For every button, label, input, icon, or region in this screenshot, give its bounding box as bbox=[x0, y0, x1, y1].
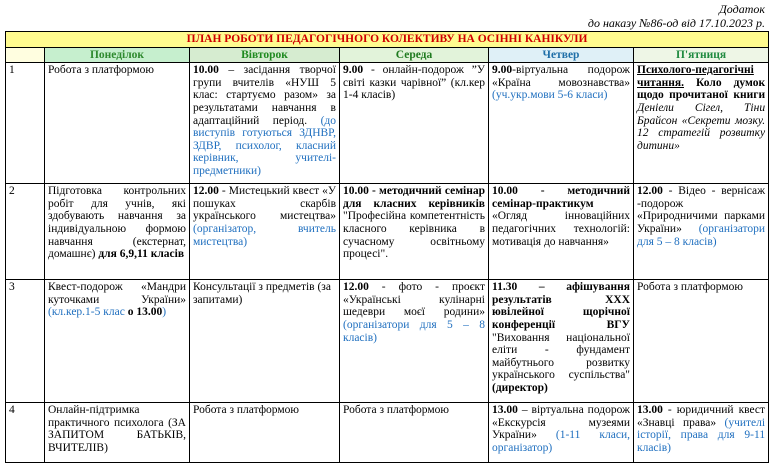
cell-thursday: 13.00 – віртуальна подорож «Екскурсія музеями України» (1-11 класи, організатор) bbox=[489, 403, 634, 463]
cell-wednesday: 9.00 - онлайн-подорож ”У світі казки чарівної” (кл.кер 1-4 класів) bbox=[340, 63, 489, 184]
row-number: 2 bbox=[6, 184, 45, 280]
cell-tuesday: 12.00 - Мистецький квест «У пошуках скарбів українського мистецтва» (організатор, вчитель мистецтва) bbox=[190, 184, 340, 280]
table-row bbox=[6, 280, 769, 403]
addendum-header bbox=[588, 2, 765, 30]
cell-monday: Робота з платформою bbox=[45, 63, 190, 184]
cell-wednesday: Робота з платформою bbox=[340, 403, 489, 463]
table-row bbox=[6, 63, 769, 184]
cell-tuesday: Робота з платформою bbox=[190, 403, 340, 463]
cell-friday: Психолого-педагогічні читання. Коло думок щодо прочитаної книги Деніели Сігел, Тіни Брайсон «Секрети мозку. 12 стратегій розвитку дитини» bbox=[634, 63, 769, 184]
cell-thursday: 10.00 - методичний семінар-практикум «Огляд інноваційних педагогічних технологій: мотивація до навчання» bbox=[489, 184, 634, 280]
row-number: 3 bbox=[6, 280, 45, 403]
cell-friday: 12.00 - Відео - вернісаж -подорож «Природничими парками України» (організатори для 5 – 8 класів) bbox=[634, 184, 769, 280]
header-tuesday: Вівторок bbox=[190, 47, 340, 63]
cell-wednesday: 10.00 - методичний семінар для класних керівників "Професійна компетентність класного керівника в сучасному освітньому процесі". bbox=[340, 184, 489, 280]
header-thursday: Четвер bbox=[489, 47, 634, 63]
header-wednesday: Середа bbox=[340, 47, 489, 63]
cell-tuesday: 10.00 – засідання творчої групи вчителів «НУШ 5 клас: стартуємо разом» за результатами навчання в адаптаційний період. (до виступів готуються ЗДНВР, ЗДВР, психолог, класний керівник, учителі-предметники) bbox=[190, 63, 340, 184]
header-row bbox=[6, 47, 769, 63]
table-row bbox=[6, 403, 769, 463]
cell-wednesday: 12.00 - фото - проєкт «Українські кулінарні шедеври моєї родини» (організатори для 5 – 8 класів) bbox=[340, 280, 489, 403]
cell-thursday: 11.30 – афішування результатів ХХХ ювілейної щорічної конференції ВГУ "Виховання національної еліти - фундамент майбутнього розвитку українського суспільства" (директор) bbox=[489, 280, 634, 403]
order-reference: до наказу №86-од від 17.10.2023 р. bbox=[587, 16, 765, 30]
cell-thursday: 9.00-віртуальна подорож «Країна мовознавства» (уч.укр.мови 5-6 класи) bbox=[489, 63, 634, 184]
header-friday: П'ятниця bbox=[634, 47, 769, 63]
plan-title: ПЛАН РОБОТИ ПЕДАГОГІЧНОГО КОЛЕКТИВУ НА ОСІННІ КАНІКУЛИ bbox=[6, 32, 769, 48]
header-monday: Понеділок bbox=[45, 47, 190, 63]
header-number bbox=[6, 47, 45, 63]
cell-monday: Квест-подорож «Мандри куточками України» (кл.кер.1-5 клас о 13.00) bbox=[45, 280, 190, 403]
title-row bbox=[6, 32, 769, 48]
row-number: 1 bbox=[6, 63, 45, 184]
cell-friday: Робота з платформою bbox=[634, 280, 769, 403]
cell-monday: Онлайн-підтримка практичного психолога (ЗА ЗАПИТОМ БАТЬКІВ, ВЧИТЕЛІВ) bbox=[45, 403, 190, 463]
cell-tuesday: Консультації з предметів (за запитами) bbox=[190, 280, 340, 403]
row-number: 4 bbox=[6, 403, 45, 463]
holiday-plan-table bbox=[5, 31, 769, 463]
cell-monday: Підготовка контрольних робіт для учнів, які здобувають навчання за індивідуальною формою навчання (екстернат, домашнє) для 6,9,11 класів bbox=[45, 184, 190, 280]
cell-friday: 13.00 - юридичний квест «Знавці права» (учителі історії, права для 9-11 класів) bbox=[634, 403, 769, 463]
addendum-label: Додаток bbox=[719, 2, 765, 16]
table-row bbox=[6, 184, 769, 280]
